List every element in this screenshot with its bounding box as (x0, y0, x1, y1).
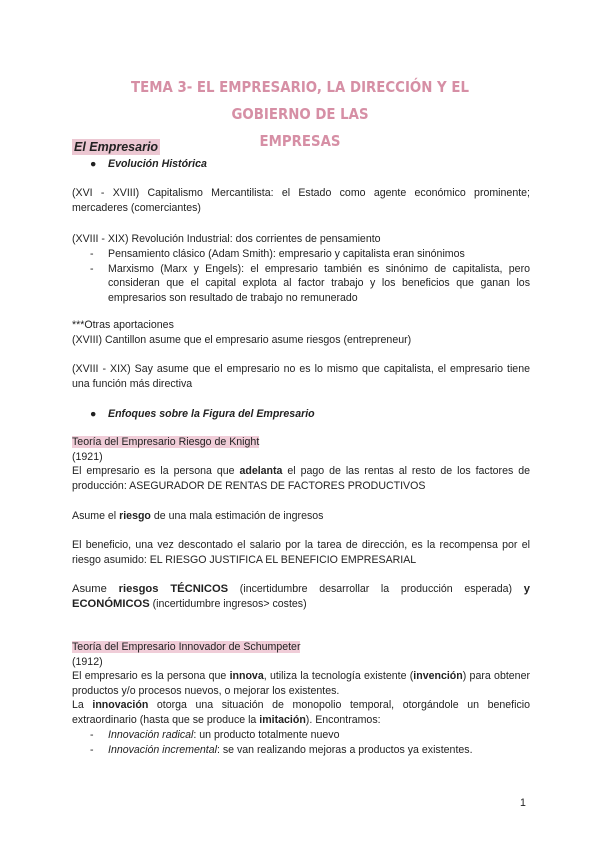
text-run: Asume el (72, 510, 120, 522)
list-item (90, 728, 530, 743)
knight-paragraph-3: El beneficio, una vez descontado el salario por la tarea de dirección, es la recompensa por el riesgo asumido: EL RIESGO JUSTIFICA EL BENEFICIO EMPRESARIAL (72, 539, 530, 566)
text-run: el pago de las rentas al resto de los factores de producción: ASEGURADOR DE RENTAS DE FACTORES PRODUCTIVOS (72, 465, 530, 492)
knight-heading-block (72, 435, 530, 464)
title-line-2: EMPRESAS (259, 132, 341, 150)
paragraph-revolucion: (XVIII - XIX) Revolución Industrial: dos corrientes de pensamiento (72, 233, 381, 245)
section-heading-empresario: El Empresario (74, 140, 159, 154)
bold-run: riesgos TÉCNICOS (118, 583, 229, 595)
schumpeter-paragraph-2 (72, 698, 530, 727)
bullet-heading-text: Enfoques sobre la Figura del Empresario (108, 408, 315, 420)
text-run: : se van realizando mejoras a productos ya existentes. (216, 743, 473, 756)
list-item (90, 262, 530, 306)
text-run: ). Encontramos: (305, 713, 381, 726)
schumpeter-year: (1912) (72, 655, 103, 668)
bold-run: imitación (259, 713, 306, 726)
text-run: El empresario es la persona que (72, 465, 240, 477)
knight-paragraph-1 (72, 464, 530, 493)
bold-run: invención (413, 670, 463, 682)
dash-marker: - (90, 743, 94, 756)
text-run: otorga una situación de monopolio temporal, otorgándole un beneficio extraordinario (hasta que se produce la (72, 699, 530, 726)
text-run: : un producto totalmente nuevo (193, 729, 340, 741)
knight-paragraph-4 (72, 582, 530, 611)
bold-run: y ECONÓMICOS (72, 583, 530, 610)
italic-run: Innovación incremental (108, 743, 217, 756)
bold-run: riesgo (119, 510, 151, 522)
schumpeter-heading-block (72, 640, 530, 669)
list-item-text (108, 728, 530, 743)
dash-list-innovacion (90, 728, 530, 757)
bullet-heading-text: Evolución Histórica (108, 158, 207, 170)
title-line-1: TEMA 3- EL EMPRESARIO, LA DIRECCIÓN Y EL GOBIERNO DE LAS (131, 78, 469, 123)
text-run: El empresario es la persona que (72, 670, 230, 682)
bullet-heading-enfoques (90, 407, 315, 421)
paragraph-say: (XVIII - XIX) Say asume que el empresario no es lo mismo que capitalista, el empresario tiene una función más directiva (72, 363, 530, 390)
text-run: ) para obtener productos y/o procesos nuevos, o mejorar los existentes. (72, 670, 530, 697)
text-run: (incertidumbre ingresos> costes) (149, 597, 307, 610)
bold-run: innova (229, 670, 264, 682)
schumpeter-heading: Teoría del Empresario Innovador de Schumpeter (72, 641, 301, 653)
dash-list-corrientes (90, 247, 530, 305)
dash-marker: - (90, 729, 94, 741)
paragraph-otras-aportaciones (72, 318, 530, 347)
schumpeter-paragraph-1 (72, 669, 530, 698)
bullet-dot: ● (90, 408, 97, 420)
bullet-heading-evolucion (90, 157, 207, 171)
list-item (90, 743, 530, 758)
list-item-text (108, 743, 530, 758)
list-item-text: Pensamiento clásico (Adam Smith): empresario y capitalista eran sinónimos (108, 248, 465, 260)
italic-run: Innovación radical (108, 729, 194, 741)
knight-paragraph-2 (72, 509, 530, 524)
bold-run: adelanta (239, 465, 283, 477)
list-item-text: Marxismo (Marx y Engels): el empresario también es sinónimo de capitalista, pero consideran que el capital explota al factor trabajo y los beneficios que ganan los empresarios son resultado de trabajo no remunerado (108, 262, 530, 304)
dash-marker: - (90, 248, 94, 260)
list-item (90, 247, 530, 262)
text-run: La (72, 699, 93, 711)
page-number: 1 (520, 797, 526, 809)
text-run: de una mala estimación de ingresos (150, 510, 324, 522)
paragraph-mercantilismo: (XVI - XVIII) Capitalismo Mercantilista: el Estado como agente económico prominente; mercaderes (comerciantes) (72, 187, 530, 214)
bullet-dot: ● (90, 158, 97, 170)
dash-marker: - (90, 262, 94, 275)
text-run: Asume (72, 583, 119, 595)
otras-aportaciones-label: ***Otras aportaciones (72, 319, 174, 331)
text-run: (incertidumbre desarrollar la producción esperada) (228, 583, 524, 595)
knight-year: (1921) (72, 450, 103, 463)
knight-heading: Teoría del Empresario Riesgo de Knight (72, 436, 260, 448)
text-run: , utiliza la tecnología existente ( (263, 670, 414, 682)
bold-run: innovación (92, 699, 149, 711)
cantillon-text: (XVIII) Cantillon asume que el empresario asume riesgos (entrepreneur) (72, 333, 412, 346)
